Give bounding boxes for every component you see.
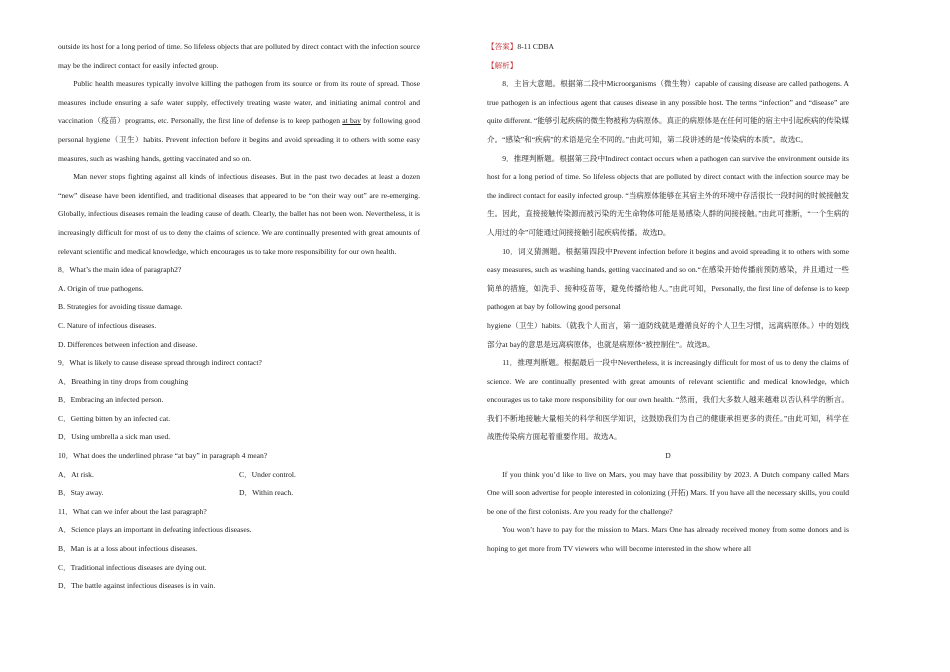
paragraph-4-part-b: by following good personal hygiene（卫生）habits. Prevent infection before it begins and avoid spreading it to others with some easy measures, such as washing hands, getting vaccinated and so on. <box>58 116 420 163</box>
question-10-option-a: A．At risk. <box>58 469 94 479</box>
question-9-option-c: C．Getting bitten by an infected cat. <box>58 413 171 423</box>
question-8-option-b: B. Strategies for avoiding tissue damage. <box>58 302 183 312</box>
question-9: 9．What is likely to cause disease spread through indirect contact? <box>58 358 262 368</box>
question-8-option-d: D. Differences between infection and disease. <box>58 339 198 349</box>
question-9-option-a: A．Breathing in tiny drops from coughing <box>58 376 189 386</box>
question-8-option-a: A. Origin of true pathogens. <box>58 283 144 293</box>
section-heading-d: D <box>665 451 671 461</box>
question-10-options-row-2 <box>58 484 420 503</box>
answer-value: 8-11 CDBA <box>517 42 555 51</box>
right-column <box>487 38 849 559</box>
question-11-option-d: D．The battle against infectious diseases is in vain. <box>58 581 216 591</box>
left-column <box>58 38 420 596</box>
question-8-option-c: C. Nature of infectious diseases. <box>58 320 157 330</box>
analysis-10-part-b: hygiene（卫生）habits.（就我个人而言，第一道防线就是遵循良好的个人卫生习惯，远离病原体。）中的划线部分at bay的意思是远离病原体，也就是病原体“被控制住”。故选B。 <box>487 320 849 349</box>
question-10-option-d: D．Within reach. <box>239 488 294 498</box>
analysis-10-part-a: 10．词义猜测题。根据第四段中Prevent infection before it begins and avoid spreading it to others with some easy measures, such as washing hands, getting vaccinated and so on.“在感染开始传播前预防感染，并且通过一些简单的措施，如洗手、接种疫苗等，避免传播给他人。”由此可知，Personally, the first line of defense is to keep pathogen at bay by following good personal <box>487 246 849 312</box>
question-10-options-row-1 <box>58 466 420 485</box>
question-10-option-c: C．Under control. <box>239 469 296 479</box>
passage-d-paragraph-2: You won’t have to pay for the mission to Mars. Mars One has already received money from some donors and is hoping to get more from TV viewers who will become interested in the show where all <box>487 525 849 554</box>
question-11-option-a: A．Science plays an important in defeating infectious diseases. <box>58 525 252 535</box>
answer-label: 【答案】 <box>487 42 518 51</box>
question-11: 11．What can we infer about the last paragraph? <box>58 506 207 516</box>
analysis-11: 11．推理判断题。根据最后一段中Nevertheless, it is increasingly difficult for most of us to deny the claims of science. We are continually presented with great amounts of relevant scientific and medical knowledge, which encourages us to take more responsibility for our own health. “然而，我们大多数人越来越难以否认科学的断言。我们不断地接触大量相关的科学和医学知识，这鼓励我们为自己的健康承担更多的责任。”由此可知，科学在战胜传染病方面起着重要作用。故选A。 <box>487 358 849 442</box>
question-9-option-d: D．Using umbrella a sick man used. <box>58 432 171 442</box>
question-10-option-b: B．Stay away. <box>58 488 104 498</box>
passage-d-paragraph-1: If you think you’d like to live on Mars, you may have that possibility by 2023. A Dutch company called Mars One will soon advertise for people interested in colonizing (开拓) Mars. If you have all the necessary skills, you could be one of the first colonists. Are you ready for the challenge? <box>487 469 849 516</box>
underlined-phrase-at-bay: at bay <box>342 116 361 126</box>
question-10: 10．What does the underlined phrase “at bay” in paragraph 4 mean? <box>58 451 268 461</box>
analysis-label: 【解析】 <box>487 60 518 70</box>
paragraph-3-continued: outside its host for a long period of time. So lifeless objects that are polluted by direct contact with the infection source may be the indirect contact for easily infected group. <box>58 42 420 70</box>
analysis-8: 8．主旨大意题。根据第二段中Microorganisms（微生物）capable of causing disease are called pathogens. A true pathogen is an infectious agent that causes disease in any possible host. The terms “infection” and “disease” are quite different. “能够引起疾病的微生物被称为病原体。真正的病原体是在任何可能的宿主中引起疾病的传染媒介。“感染”和“疾病”的术语是完全不同的。”由此可知，第二段讲述的是“传染病的本质”。故选C。 <box>487 79 849 144</box>
question-11-option-b: B．Man is at a loss about infectious diseases. <box>58 544 198 554</box>
question-11-option-c: C．Traditional infectious diseases are dying out. <box>58 562 207 572</box>
analysis-9: 9．推理判断题。根据第三段中Indirect contact occurs when a pathogen can survive the environment outside its host for a long period of time. So lifeless objects that are polluted by direct contact with the infection source may be the indirect contact for easily infected group. “当病原体能够在其宿主外的环境中存活很长一段时间的时候接触发生。因此，直接接触传染源而被污染的无生命物体可能是易感染人群的间接接触。”由此可推断，“一个生病的人用过的伞”可能通过间接接触引起疾病传播。故选D。 <box>487 153 849 237</box>
question-9-option-b: B．Embracing an infected person. <box>58 395 164 405</box>
paragraph-5: Man never stops fighting against all kinds of infectious diseases. But in the past two decades at least a dozen “new” disease have been identified, and traditional diseases that appeared to be “on their way out” are re-emerging. Globally, infectious diseases remain the leading cause of death. Clearly, the ballet has not been won. Nevertheless, it is increasingly difficult for most of us to deny the claims of science. We are continually presented with great amounts of relevant scientific and medical knowledge, which encourages us to take more responsibility for our own health. <box>58 172 420 256</box>
paragraph-4-part-a: Public health measures typically involve killing the pathogen from its source or from its route of spread. Those measures include ensuring a safe water supply, effectively treating waste water, and initiating animal control and vaccination（疫苗）programs, etc. Personally, the first line of defense is to keep pathogen <box>58 79 420 126</box>
answer-line <box>487 38 849 57</box>
paragraph-4 <box>58 75 420 168</box>
question-8: 8．What’s the main idea of paragraph2? <box>58 265 182 275</box>
